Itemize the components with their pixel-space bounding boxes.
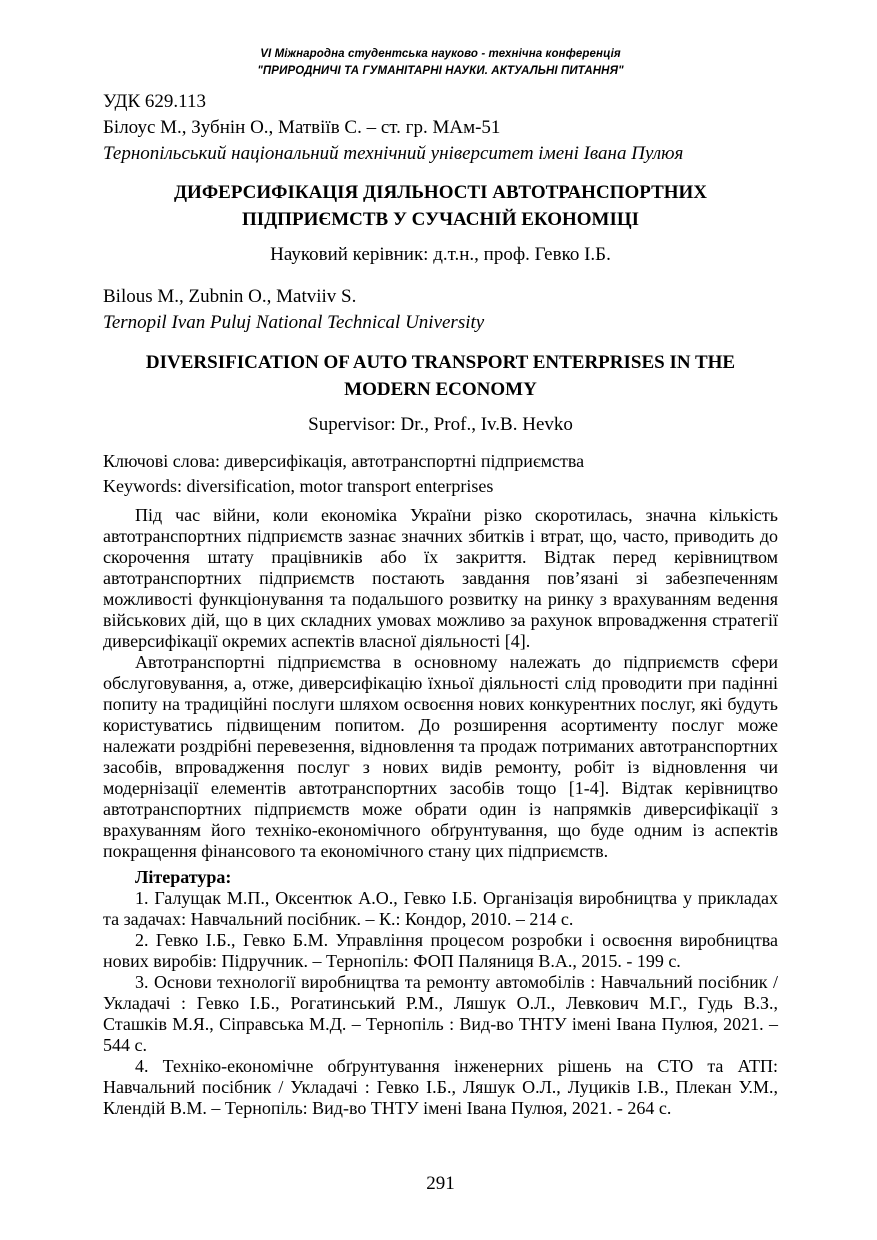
conference-header-line1: VI Міжнародна студентська науково - технічна конференція — [260, 48, 621, 60]
keywords-ua: Ключові слова: диверсифікація, автотранспортні підприємства — [103, 451, 585, 471]
authors-en: Bilous M., Zubnin O., Matviiv S. — [103, 286, 357, 307]
reference-item-4: 4. Техніко-економічне обґрунтування інженерних рішень на СТО та АТП: Навчальний посібник / Укладачі : Гевко І.Б., Ляшук О.Л., Луциків І.В., Плекан У.М., Клендій В.М. – Тернопіль: Вид-во ТНТУ імені Івана Пулюя, 2021. - 264 с. — [103, 1056, 778, 1118]
keywords-block — [103, 449, 778, 499]
udc-number: УДК 629.113 — [103, 91, 206, 112]
paper-title-ua: ДИФЕРСИФІКАЦІЯ ДІЯЛЬНОСТІ АВТОТРАНСПОРТНИХ ПІДПРИЄМСТВ У СУЧАСНІЙ ЕКОНОМІЦІ — [173, 182, 708, 230]
meta-block-en — [103, 284, 778, 336]
body-text — [103, 505, 778, 862]
reference-item-3: 3. Основи технології виробництва та ремонту автомобілів : Навчальний посібник / Укладачі : Гевко І.Б., Рогатинський Р.М., Ляшук О.Л., Левкович М.Г., Гудь В.З., Сташків М.Я., Сіправська М.Д. – Тернопіль : Вид-во ТНТУ імені Івана Пулюя, 2021. – 544 с. — [103, 972, 778, 1055]
page-number: 291 — [426, 1173, 455, 1194]
references-section — [103, 867, 778, 1119]
body-paragraph-2: Автотранспортні підприємства в основному належать до підприємств сфери обслуговування, а, отже, диверсифікацію їхньої діяльності слід проводити при падінні попиту на традиційні послуги шляхом освоєння нових конкурентних послуг, які будуть користуватись підвищеним попитом. До розширення асортименту послуг може належати роздрібні перевезення, відновлення та продаж потриманих автотранспортних засобів, впровадження послуг з нових видів ремонту, робіт із відновлення чи модернізації елементів автотранспортних засобів тощо [1-4]. Відтак керівництво автотранспортних підприємств може обрати один із напрямків диверсифікації з врахуванням його техніко-економічного обґрунтування, що буде одним із аспектів покращення фінансового та економічного стану цих підприємств. — [103, 652, 778, 861]
reference-item-2: 2. Гевко І.Б., Гевко Б.М. Управління процесом розробки і освоєння виробництва нових виробів: Підручник. – Тернопіль: ФОП Паляниця В.А., 2015. - 199 с. — [103, 930, 778, 971]
conference-header — [103, 0, 778, 80]
supervisor-en: Supervisor: Dr., Prof., Iv.B. Hevko — [308, 414, 573, 435]
conference-header-line2: "ПРИРОДНИЧІ ТА ГУМАНІТАРНІ НАУКИ. АКТУАЛЬНІ ПИТАННЯ" — [257, 65, 624, 77]
affiliation-en: Ternopil Ivan Puluj National Technical University — [103, 312, 485, 333]
references-heading: Література: — [135, 867, 232, 887]
page-footer — [103, 1171, 778, 1196]
body-paragraph-1: Під час війни, коли економіка України різко скоротилась, значна кількість автотранспортних підприємств зазнає значних збитків і втрат, що, часто, приводить до скорочення штату працівників або їх закриття. Відтак перед керівництвом автотранспортних підприємств постають завдання пов’язані зі забезпеченням можливості функціонування та подальшого розвитку на ринку з врахуванням ведення військових дій, що в цих складних умовах можливо за рахунок впровадження стратегії диверсифікації окремих аспектів власної діяльності [4]. — [103, 505, 778, 651]
keywords-en: Keywords: diversification, motor transport enterprises — [103, 476, 494, 496]
meta-block-ua — [103, 89, 778, 167]
paper-content — [103, 89, 778, 1119]
authors-ua: Білоус М., Зубнін О., Матвіїв С. – ст. гр. МАм-51 — [103, 117, 501, 138]
affiliation-ua: Тернопільський національний технічний університет імені Івана Пулюя — [103, 143, 684, 164]
reference-item-1: 1. Галущак М.П., Оксентюк А.О., Гевко І.Б. Організація виробництва у прикладах та задачах: Навчальний посібник. – К.: Кондор, 2010. – 214 с. — [103, 888, 778, 929]
paper-title-en: DIVERSIFICATION OF AUTO TRANSPORT ENTERPRISES IN THE MODERN ECONOMY — [145, 352, 736, 400]
supervisor-ua: Науковий керівник: д.т.н., проф. Гевко І.Б. — [270, 244, 611, 265]
